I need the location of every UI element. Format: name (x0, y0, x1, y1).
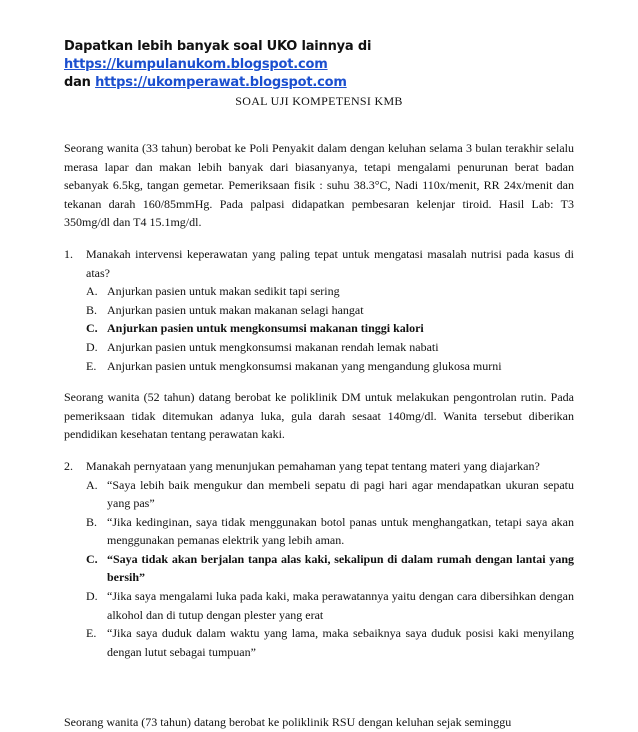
option-letter: D. (86, 339, 98, 354)
option-c-correct (64, 319, 574, 338)
header-line-1 (64, 38, 574, 74)
option-text: Anjurkan pasien untuk mengkonsumsi makanan yang mengandung glukosa murni (107, 358, 502, 373)
header-line-2 (64, 74, 574, 92)
question-1 (64, 245, 574, 282)
option-d (64, 338, 574, 357)
option-a (64, 282, 574, 301)
option-text: “Jika kedinginan, saya tidak menggunakan botol panas untuk menghangatkan, tetapi saya akan menggunakan pemanas elektrik yang lebih aman. (107, 514, 574, 548)
option-text: Anjurkan pasien untuk makan sedikit tapi sering (107, 284, 340, 299)
option-letter: C. (86, 321, 98, 336)
option-letter: E. (86, 626, 97, 641)
header-prefix-1: Dapatkan lebih banyak soal UKO lainnya di (64, 39, 372, 54)
option-letter: B. (86, 302, 98, 317)
option-text: “Jika saya duduk dalam waktu yang lama, maka sebaiknya saya duduk posisi kaki menyilang dengan lutut sebagai tumpuan” (107, 626, 574, 659)
kumpulanukom-link[interactable]: https://kumpulanukom.blogspot.com (64, 57, 328, 72)
option-text: “Saya tidak akan berjalan tanpa alas kaki, sekalipun di dalam rumah dengan lantai yang bersih” (107, 551, 574, 585)
option-letter: A. (86, 477, 98, 492)
option-letter: B. (86, 514, 98, 529)
option-text: Anjurkan pasien untuk mengkonsumsi makanan rendah lemak nabati (107, 339, 439, 354)
option-d (64, 587, 574, 624)
option-e (64, 624, 574, 661)
document-title: SOAL UJI KOMPETENSI KMB (235, 94, 403, 108)
option-letter: E. (86, 358, 97, 373)
option-letter: A. (86, 284, 98, 299)
question-number: 2. (64, 458, 73, 473)
case-scenario-1: Seorang wanita (33 tahun) berobat ke Poli Penyakit dalam dengan keluhan selama 3 bulan terakhir selalu merasa lapar dan makan lebih banyak dari biasanyanya, tetapi mengalami penurunan berat badan sebanyak 6.5kg, tangan gemetar. Pemeriksaan fisik : suhu 38.3°C, Nadi 110x/menit, RR 24x/menit dan tekanan darah 160/85mmHg. Pada palpasi didapatkan pembesaran kelenjar tiroid. Hasil Lab: T3 350mg/dl dan T4 15.1mg/dl. (64, 141, 574, 230)
header (64, 38, 574, 92)
answer-options-1 (64, 282, 574, 375)
question-2 (64, 457, 574, 476)
option-a (64, 476, 574, 513)
question-text: Manakah intervensi keperawatan yang paling tepat untuk mengatasi masalah nutrisi pada kasus di atas? (86, 246, 574, 280)
option-letter: C. (86, 551, 98, 566)
option-text: Anjurkan pasien untuk makan makanan selagi hangat (107, 302, 364, 317)
case-scenario-3: Seorang wanita (73 tahun) datang berobat ke poliklinik RSU dengan keluhan sejak seminggu (64, 715, 512, 730)
answer-options-2 (64, 476, 574, 662)
option-b (64, 301, 574, 320)
option-letter: D. (86, 589, 98, 604)
option-c-correct (64, 550, 574, 587)
option-e (64, 357, 574, 376)
question-number: 1. (64, 246, 73, 261)
option-text: Anjurkan pasien untuk mengkonsumsi makanan tinggi kalori (107, 321, 424, 336)
ukomperawat-link[interactable]: https://ukomperawat.blogspot.com (95, 75, 347, 90)
header-prefix-2: dan (64, 75, 96, 90)
question-text: Manakah pernyataan yang menunjukan pemahaman yang tepat tentang materi yang diajarkan? (86, 458, 540, 473)
case-scenario-2: Seorang wanita (52 tahun) datang berobat ke poliklinik DM untuk melakukan pengontrolan rutin. Pada pemeriksaan tidak ditemukan adanya luka, gula darah sesaat 140mg/dl. Wanita tersebut diberikan pendidikan kesehatan tentang perawatan kaki. (64, 390, 574, 442)
option-b (64, 513, 574, 550)
option-text: “Jika saya mengalami luka pada kaki, maka perawatannya yaitu dengan cara dibersihkan dengan alkohol dan di tutup dengan plester yang erat (107, 589, 574, 622)
option-text: “Saya lebih baik mengukur dan membeli sepatu di pagi hari agar mendapatkan ukuran sepatu yang pas” (107, 477, 574, 511)
